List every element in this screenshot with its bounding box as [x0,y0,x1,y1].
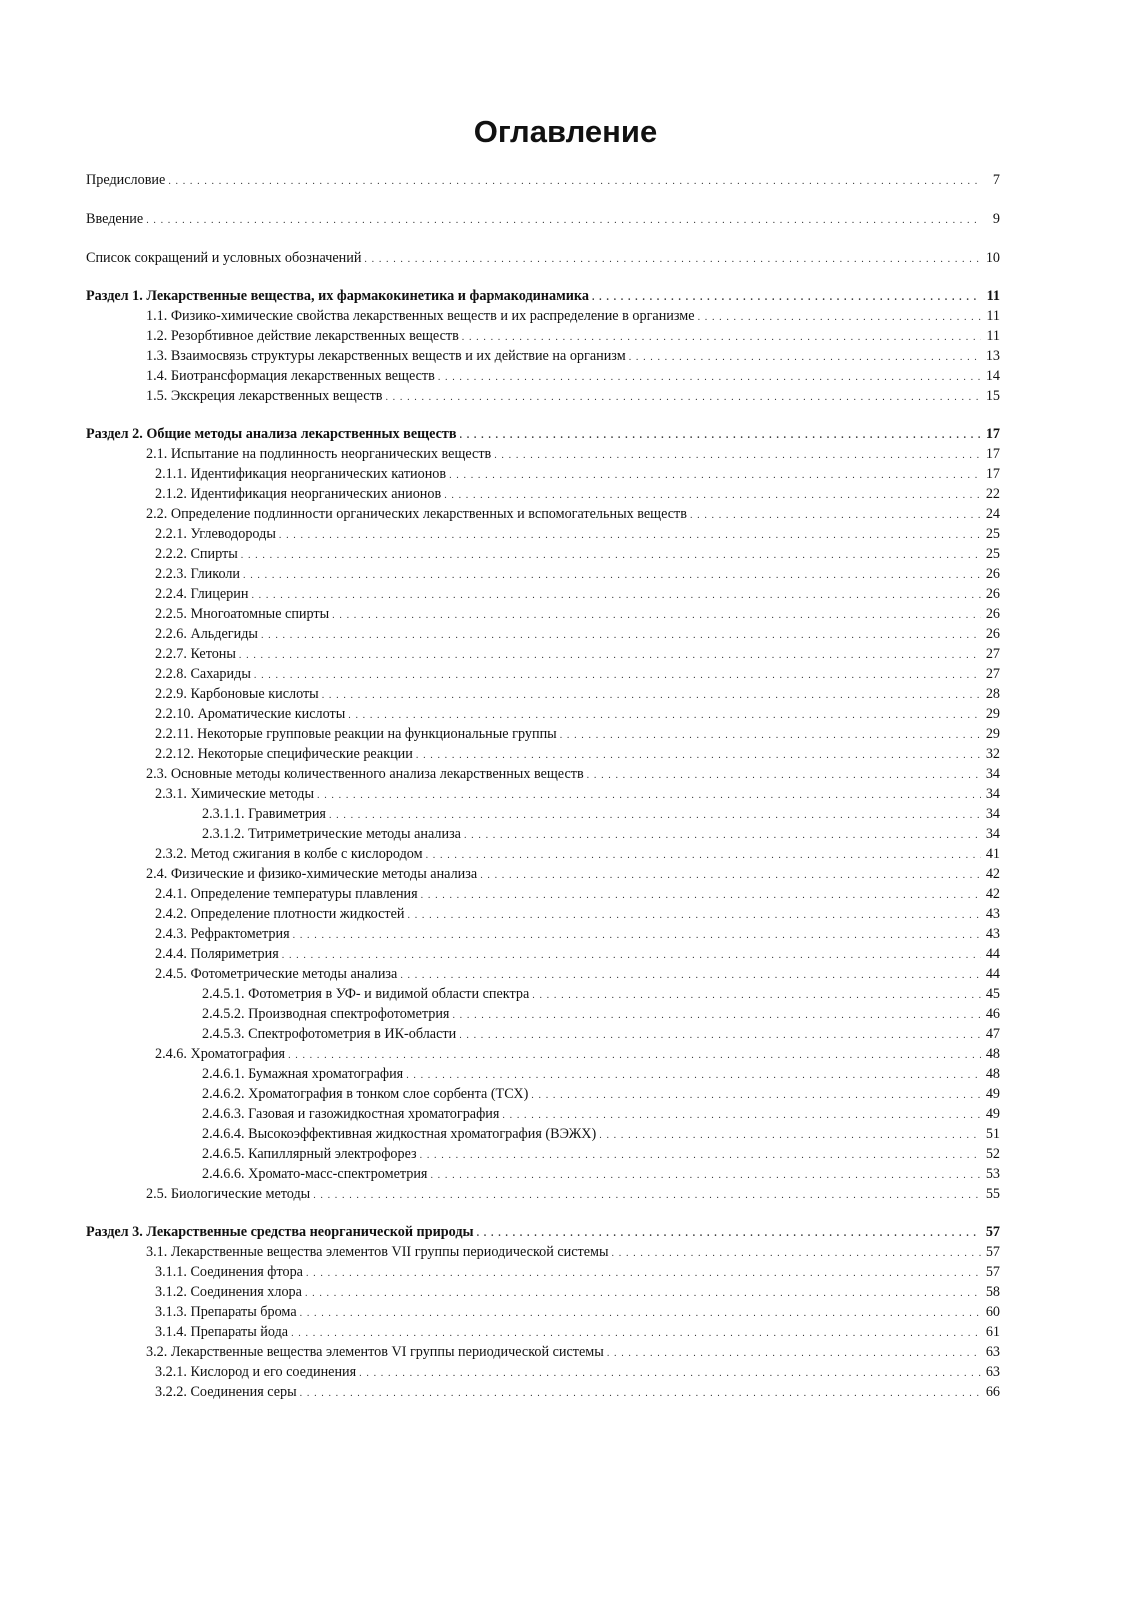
toc-entry-title: 2.2.10. Ароматические кислоты [155,706,346,722]
toc-entry-title: 2.4.1. Определение температуры плавления [155,886,418,902]
toc-subentry [86,484,1000,504]
dot-leader [416,746,981,766]
dot-leader [261,626,981,646]
toc-entry-title: 2.4.2. Определение плотности жидкостей [155,906,405,922]
toc-entry-title: 1.1. Физико-химические свойства лекарственных веществ и их распределение в организме [146,308,695,324]
toc-subentry [86,366,1000,386]
toc-page-number: 17 [985,446,1000,462]
toc-page-number: 45 [985,986,1000,1002]
toc-entry-title: 2.1.2. Идентификация неорганических анионов [155,486,442,502]
toc-entry [86,248,1000,268]
toc-subentry [86,1242,1000,1262]
toc-subentry [86,1164,1000,1184]
toc-subentry [86,444,1000,464]
toc-page-number: 29 [985,726,1000,742]
dot-leader [420,1146,981,1166]
dot-leader [690,506,981,526]
toc-subentry [86,724,1000,744]
toc-page-number: 58 [985,1284,1000,1300]
toc-page-number: 63 [985,1364,1000,1380]
toc-page-number: 11 [986,288,1000,304]
dot-leader [400,966,981,986]
dot-leader [293,926,981,946]
toc-page-number: 55 [985,1186,1000,1202]
toc-entry-title: 2.4.6.5. Капиллярный электрофорез [202,1146,417,1162]
toc-page-number: 34 [985,826,1000,842]
dot-leader [251,586,981,606]
dot-leader [494,446,981,466]
dot-leader [146,211,981,231]
toc-subentry [86,564,1000,584]
dot-leader [607,1344,981,1364]
toc-entry-title: Предисловие [86,172,166,188]
toc-page-number: 15 [985,388,1000,404]
toc-page-number: 47 [985,1026,1000,1042]
dot-leader [305,1284,981,1304]
toc-entry-title: 2.4.6.2. Хроматография в тонком слое сорбента (ТСХ) [202,1086,529,1102]
toc-page-number: 34 [985,766,1000,782]
toc-subentry [86,306,1000,326]
toc-entry-title: 3.1. Лекарственные вещества элементов VII группы периодической системы [146,1244,609,1260]
dot-leader [385,388,981,408]
toc-subentry [86,1382,1000,1402]
toc-subentry [86,1044,1000,1064]
dot-leader [168,172,981,192]
toc-page-number: 44 [985,946,1000,962]
toc-subentry [86,1282,1000,1302]
dot-leader [317,786,981,806]
toc-page-number: 41 [985,846,1000,862]
toc-subentry [86,884,1000,904]
toc-page-number: 61 [985,1324,1000,1340]
toc-subentry [86,964,1000,984]
toc-subentry [86,864,1000,884]
toc-entry-title: 2.3.1.1. Гравиметрия [202,806,326,822]
toc-subentry [86,944,1000,964]
toc-page-number: 43 [985,926,1000,942]
dot-leader [406,1066,981,1086]
dot-leader [291,1324,981,1344]
toc-page-number: 10 [985,250,1000,266]
toc-subentry [86,924,1000,944]
toc-entry-title: 2.1. Испытание на подлинность неорганических веществ [146,446,492,462]
dot-leader [243,566,981,586]
toc-entry-title: Введение [86,211,144,227]
toc-page-number: 25 [985,546,1000,562]
toc-entry-title: Раздел 3. Лекарственные средства неорганической природы [86,1224,474,1240]
toc-page-number: 26 [985,566,1000,582]
toc-entry-title: 2.4.5. Фотометрические методы анализа [155,966,398,982]
toc-page-number: 17 [985,426,1000,442]
toc-subentry [86,1262,1000,1282]
toc-subentry [86,346,1000,366]
toc-subentry [86,386,1000,406]
dot-leader [444,486,981,506]
toc-entry-title: 2.4.5.2. Производная спектрофотометрия [202,1006,450,1022]
toc-subentry [86,704,1000,724]
toc-subentry [86,1302,1000,1322]
toc-page-number: 49 [985,1086,1000,1102]
toc-entry-title: 3.1.2. Соединения хлора [155,1284,302,1300]
toc-entry-title: 3.1.1. Соединения фтора [155,1264,303,1280]
toc-page-number: 24 [985,506,1000,522]
page-title: Оглавление [473,114,658,149]
toc-page-number: 11 [986,328,1000,344]
toc-subentry [86,844,1000,864]
dot-leader [532,986,981,1006]
toc-entry-title: 1.5. Экскреция лекарственных веществ [146,388,383,404]
toc-page-number: 22 [985,486,1000,502]
dot-leader [592,288,981,308]
toc-page-number: 43 [985,906,1000,922]
toc-subentry [86,1104,1000,1124]
toc-entry-title: 2.4.5.1. Фотометрия в УФ- и видимой области спектра [202,986,530,1002]
toc-page-number: 42 [985,886,1000,902]
toc-entry-title: 2.2.9. Карбоновые кислоты [155,686,319,702]
toc-entry-title: 2.4.6.3. Газовая и газожидкостная хроматография [202,1106,500,1122]
toc-entry-title: 3.2. Лекарственные вещества элементов VI группы периодической системы [146,1344,604,1360]
toc-subentry [86,504,1000,524]
toc-page-number: 7 [992,172,1000,188]
toc-subentry [86,1064,1000,1084]
toc-page-number: 17 [985,466,1000,482]
toc-entry-title: 2.4.6.4. Высокоэффективная жидкостная хроматография (ВЭЖХ) [202,1126,597,1142]
dot-leader [332,606,981,626]
toc-page-number: 26 [985,626,1000,642]
toc-entry-title: 3.2.2. Соединения серы [155,1384,297,1400]
dot-leader [560,726,981,746]
toc-entry-title: 3.2.1. Кислород и его соединения [155,1364,357,1380]
toc-entry-title: 2.2.4. Глицерин [155,586,249,602]
toc-entry-title: 2.3. Основные методы количественного анализа лекарственных веществ [146,766,584,782]
toc-entry-title: 2.3.1. Химические методы [155,786,315,802]
dot-leader [464,826,981,846]
toc-subentry [86,464,1000,484]
toc-entry-title: 2.4.5.3. Спектрофотометрия в ИК-области [202,1026,457,1042]
toc-entry-title: 1.2. Резорбтивное действие лекарственных веществ [146,328,459,344]
toc-page-number: 32 [985,746,1000,762]
toc-entry-title: 2.4.6. Хроматография [155,1046,286,1062]
toc-page-number: 34 [985,806,1000,822]
toc-entry-title: 3.1.4. Препараты йода [155,1324,289,1340]
dot-leader [449,466,981,486]
toc-entry-title: 2.2.12. Некоторые специфические реакции [155,746,413,762]
dot-leader [452,1006,981,1026]
dot-leader [288,1046,981,1066]
dot-leader [421,886,981,906]
toc-subentry [86,684,1000,704]
toc-entry-title: 2.4.3. Рефрактометрия [155,926,290,942]
toc-page-number: 26 [985,606,1000,622]
dot-leader [587,766,981,786]
dot-leader [300,1304,981,1324]
toc-page-number: 48 [985,1046,1000,1062]
dot-leader [359,1364,981,1384]
toc-entry-title: 2.2.3. Гликоли [155,566,241,582]
toc-page-number: 9 [992,211,1000,227]
toc-subentry [86,1144,1000,1164]
dot-leader [438,368,981,388]
toc-subentry [86,1004,1000,1024]
toc-entry-title: 2.2.7. Кетоны [155,646,236,662]
dot-leader [612,1244,981,1264]
dot-leader [306,1264,981,1284]
dot-leader [329,806,981,826]
toc-page-number: 52 [985,1146,1000,1162]
toc-entry-title: Список сокращений и условных обозначений [86,250,362,266]
toc-subentry [86,784,1000,804]
toc-page-number: 48 [985,1066,1000,1082]
toc-page-number: 28 [985,686,1000,702]
toc-subentry [86,1184,1000,1204]
toc-page-number: 53 [985,1166,1000,1182]
dot-leader [460,426,981,446]
toc-entry-title: 2.2.6. Альдегиды [155,626,258,642]
toc-subentry [86,604,1000,624]
toc-page-number: 46 [985,1006,1000,1022]
toc-page-number: 13 [985,348,1000,364]
toc-subentry [86,764,1000,784]
toc-page-number: 60 [985,1304,1000,1320]
toc-page-number: 14 [985,368,1000,384]
dot-leader [364,250,981,270]
toc-section-entry [86,1222,1000,1242]
toc-entry-title: 2.4. Физические и физико-химические методы анализа [146,866,478,882]
toc-subentry [86,804,1000,824]
toc-page-number: 25 [985,526,1000,542]
dot-leader [426,846,981,866]
toc-subentry [86,984,1000,1004]
dot-leader [241,546,981,566]
dot-leader [477,1224,981,1244]
toc-entry-title: 2.2.5. Многоатомные спирты [155,606,330,622]
dot-leader [462,328,981,348]
toc-page-number: 34 [985,786,1000,802]
toc-page-number: 57 [985,1224,1000,1240]
toc-page-number: 11 [986,308,1000,324]
dot-leader [480,866,981,886]
toc-entry-title: 2.2.2. Спирты [155,546,238,562]
dot-leader [254,666,981,686]
dot-leader [459,1026,981,1046]
dot-leader [502,1106,981,1126]
toc-page-number: 57 [985,1264,1000,1280]
toc-entry-title: 2.2.11. Некоторые групповые реакции на функциональные группы [155,726,557,742]
dot-leader [239,646,981,666]
toc-subentry [86,544,1000,564]
toc-entry-title: 2.4.6.6. Хромато-масс-спектрометрия [202,1166,428,1182]
toc-entry-title: 3.1.3. Препараты брома [155,1304,297,1320]
toc-subentry [86,1362,1000,1382]
toc-subentry [86,824,1000,844]
toc-subentry [86,1084,1000,1104]
toc-page-number: 49 [985,1106,1000,1122]
toc-entry-title: 2.2.1. Углеводороды [155,526,276,542]
dot-leader [348,706,981,726]
toc-entry-title: 2.2. Определение подлинности органических лекарственных и вспомогательных веществ [146,506,687,522]
dot-leader [430,1166,981,1186]
toc-entry-title: 2.3.2. Метод сжигания в колбе с кислородом [155,846,423,862]
dot-leader [279,526,981,546]
toc-subentry [86,1124,1000,1144]
dot-leader [531,1086,981,1106]
dot-leader [408,906,981,926]
toc-page-number: 27 [985,646,1000,662]
toc-entry-title: Раздел 2. Общие методы анализа лекарственных веществ [86,426,457,442]
toc-subentry [86,664,1000,684]
dot-leader [300,1384,981,1404]
toc-subentry [86,744,1000,764]
dot-leader [282,946,981,966]
toc-section-entry [86,424,1000,444]
toc-entry-title: 1.4. Биотрансформация лекарственных веществ [146,368,435,384]
dot-leader [698,308,981,328]
toc-subentry [86,326,1000,346]
toc-page-number: 27 [985,666,1000,682]
toc-subentry [86,624,1000,644]
toc-entry-title: 2.3.1.2. Титриметрические методы анализа [202,826,461,842]
toc-subentry [86,904,1000,924]
toc-subentry [86,644,1000,664]
dot-leader [322,686,981,706]
toc-entry-title: 1.3. Взаимосвязь структуры лекарственных веществ и их действие на организм [146,348,626,364]
toc-page-number: 42 [985,866,1000,882]
toc-entry [86,170,1000,190]
dot-leader [599,1126,981,1146]
toc-entry-title: 2.4.6.1. Бумажная хроматография [202,1066,404,1082]
toc-entry-title: 2.2.8. Сахариды [155,666,251,682]
toc-page-number: 63 [985,1344,1000,1360]
dot-leader [629,348,981,368]
toc-page-number: 66 [985,1384,1000,1400]
toc-subentry [86,1024,1000,1044]
toc-subentry [86,1322,1000,1342]
toc-page-number: 26 [985,586,1000,602]
toc-page-number: 29 [985,706,1000,722]
toc-entry-title: 2.1.1. Идентификация неорганических катионов [155,466,447,482]
dot-leader [313,1186,981,1206]
toc-entry-title: Раздел 1. Лекарственные вещества, их фармакокинетика и фармакодинамика [86,288,589,304]
toc-subentry [86,1342,1000,1362]
toc-entry-title: 2.4.4. Поляриметрия [155,946,279,962]
toc-page-number: 57 [985,1244,1000,1260]
table-of-contents [86,170,1000,1402]
toc-subentry [86,524,1000,544]
toc-subentry [86,584,1000,604]
toc-section-entry [86,286,1000,306]
toc-entry-title: 2.5. Биологические методы [146,1186,311,1202]
toc-page-number: 44 [985,966,1000,982]
toc-page-number: 51 [985,1126,1000,1142]
toc-entry [86,209,1000,229]
